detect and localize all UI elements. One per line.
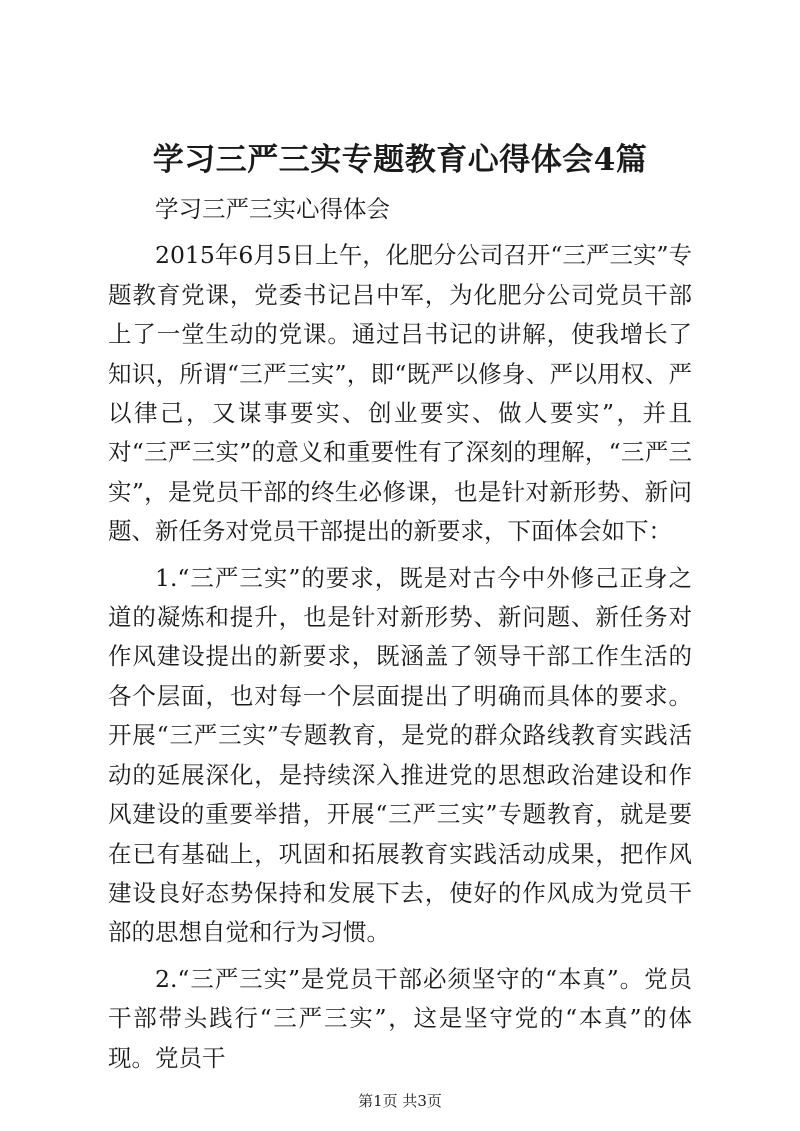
- page-footer: 第1页 共3页: [358, 1092, 442, 1110]
- document-title: 学习三严三实专题教育心得体会4篇: [152, 142, 648, 178]
- paragraph-point-2: 2.“三严三实”是党员干部必须坚守的“本真”。党员干部带头践行“三严三实”，这是坚守党的“本真”的体现。党员干: [108, 964, 692, 1072]
- paragraph-intro: 2015年6月5日上午，化肥分公司召开“三严三实”专题教育党课，党委书记吕中军，为化肥分公司党员干部上了一堂生动的党课。通过吕书记的讲解，使我增长了知识，所谓“三严三实”，即“既严以修身、严以用权、严以律己，又谋事要实、创业要实、做人要实”，并且对“三严三实”的意义和重要性有了深刻的理解，“三严三实”，是党员干部的终生必修课，也是针对新形势、新问题、新任务对党员干部提出的新要求，下面体会如下：: [108, 241, 692, 546]
- paragraph-point-1: 1.“三严三实”的要求，既是对古今中外修己正身之道的凝炼和提升，也是针对新形势、新问题、新任务对作风建设提出的新要求，既涵盖了领导干部工作生活的各个层面，也对每一个层面提出了明确而具体的要求。开展“三严三实”专题教育，是党的群众路线教育实践活动的延展深化，是持续深入推进党的思想政治建设和作风建设的重要举措，开展“三严三实”专题教育，就是要在已有基础上，巩固和拓展教育实践活动成果，把作风建设良好态势保持和发展下去，使好的作风成为党员干部的思想自觉和行为习惯。: [108, 563, 692, 947]
- document-body: [108, 190, 692, 1085]
- section-subtitle: 学习三严三实心得体会: [155, 195, 390, 223]
